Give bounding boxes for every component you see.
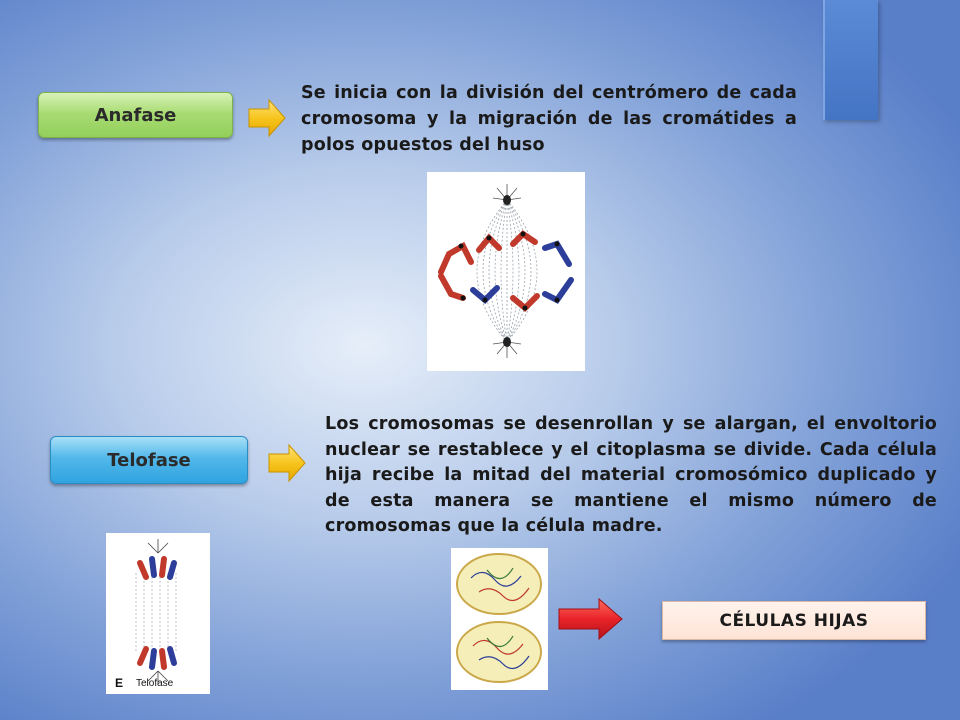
right-arrow-icon — [247, 98, 287, 138]
anafase-label-text: Anafase — [94, 104, 177, 126]
right-arrow-icon — [267, 443, 307, 483]
celulas-hijas-text: CÉLULAS HIJAS — [719, 610, 869, 631]
figure-caption: Telofase — [136, 678, 174, 689]
telofase-label — [50, 436, 248, 484]
anafase-label — [38, 92, 233, 138]
right-arrow-icon — [557, 597, 624, 641]
telofase-label-text: Telofase — [107, 449, 191, 471]
celulas-hijas-label — [662, 601, 926, 640]
figure-letter: E — [115, 676, 124, 690]
telofase-description: Los cromosomas se desenrollan y se alargan, el envoltorio nuclear se restablece y el citoplasma se divide. Cada célula hija recibe la mitad del material cromosómico duplicado y de esta manera se mantiene el mismo número de cromosomas que la célula madre. — [325, 414, 937, 536]
anafase-spindle-image — [427, 172, 585, 371]
anafase-description: Se inicia con la división del centrómero de cada cromosoma y la migración de las cromátides a polos opuestos del huso — [301, 83, 797, 155]
daughter-cells-image — [451, 548, 548, 690]
decorative-accent-bar — [823, 0, 878, 120]
telofase-image — [106, 533, 210, 694]
